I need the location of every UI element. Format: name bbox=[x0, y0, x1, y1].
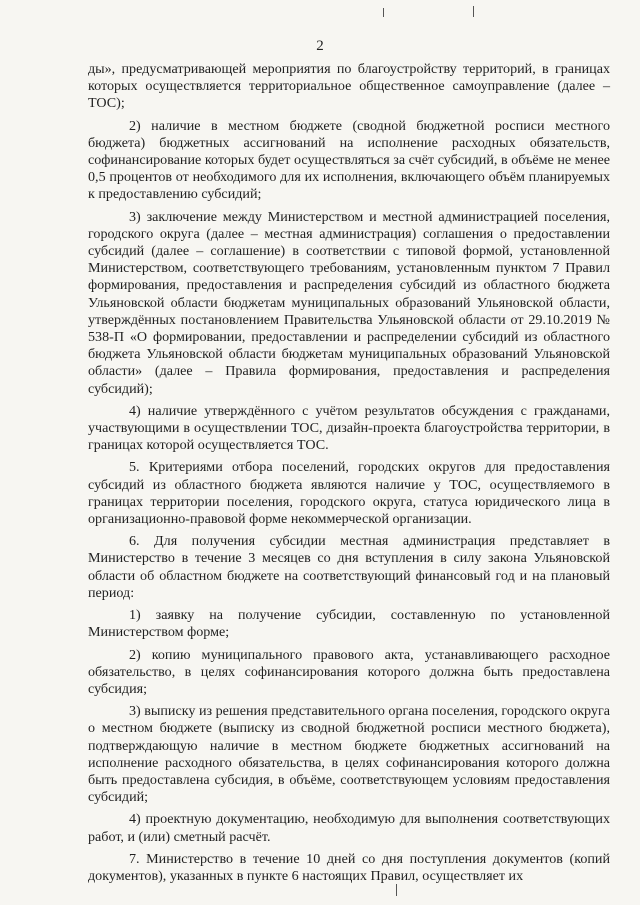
paragraph-point-6: 6. Для получения субсидии местная администрация представляет в Министерство в течение 3 месяцев со дня вступления в силу закона Ульяновской области об областном бюджете на соответствующий финансовый год и на плановый период: bbox=[88, 533, 610, 601]
paragraph-subitem-2: 2) копию муниципального правового акта, устанавливающего расходное обязательство, в целях софинансирования которого должна быть предоставлена субсидия; bbox=[88, 646, 610, 697]
scan-mark-top-left bbox=[383, 8, 384, 17]
scan-mark-bottom bbox=[396, 884, 397, 896]
paragraph-point-5: 5. Критериями отбора поселений, городских округов для предоставления субсидий из областного бюджета являются наличие у ТОС, осуществляемого в границах территории поселения, городского округа, статуса юридического лица в организационно-правовой форме некоммерческой организации. bbox=[88, 459, 610, 528]
paragraph-continuation: ды», предусматривающей мероприятия по благоустройству территорий, в границах которых осуществляется территориальное общественное самоуправление (далее – ТОС); bbox=[88, 61, 610, 112]
paragraph-item-4: 4) наличие утверждённого с учётом результатов обсуждения с гражданами, участвующими в осуществлении ТОС, дизайн-проекта благоустройства территории, в границах которой осуществляется ТОС. bbox=[88, 402, 610, 454]
document-body bbox=[88, 61, 610, 885]
paragraph-item-2: 2) наличие в местном бюджете (сводной бюджетной росписи местного бюджета) бюджетных ассигнований на исполнение расходных обязательств, софинансирование которых будет осуществляться за счёт субсидий, в объёме не менее 0,5 процентов от необходимого для их исполнения, включающего объём планируемых к предоставлению субсидий; bbox=[88, 117, 610, 203]
paragraph-subitem-3: 3) выписку из решения представительного органа поселения, городского округа о местном бюджете (выписку из сводной бюджетной росписи местного бюджета), подтверждающую наличие в местном бюджете бюджетных ассигнований на исполнение расходного обязательства, в целях софинансирования которого должна быть предоставлена субсидия, в объёме, соответствующем условиям предоставления субсидий; bbox=[88, 703, 610, 806]
paragraph-item-3: 3) заключение между Министерством и местной администрацией поселения, городского округа (далее – местная администрация) соглашения о предоставлении субсидий (далее – соглашение) в соответствии с типовой формой, установленной Министерством, соответствующего требованиям, установленным пунктом 7 Правил формирования, предоставления и распределения субсидий из областного бюджета Ульяновской области бюджетам муниципальных образований Ульяновской области, утверждённых постановлением Правительства Ульяновской области от 29.10.2019 № 538-П «О формировании, предоставлении и распределении субсидий из областного бюджета Ульяновской области бюджетам муниципальных образований Ульяновской области» (далее – Правила формирования, предоставления и распределения субсидий); bbox=[88, 208, 610, 397]
scan-mark-top-right bbox=[473, 6, 474, 17]
paragraph-point-7: 7. Министерство в течение 10 дней со дня поступления документов (копий документов), указанных в пункте 6 настоящих Правил, осуществляет их bbox=[88, 850, 610, 884]
page-number: 2 bbox=[316, 38, 324, 54]
paragraph-subitem-1: 1) заявку на получение субсидии, составленную по установленной Министерством форме; bbox=[88, 607, 610, 641]
paragraph-subitem-4: 4) проектную документацию, необходимую для выполнения соответствующих работ, и (или) сметный расчёт. bbox=[88, 811, 610, 845]
